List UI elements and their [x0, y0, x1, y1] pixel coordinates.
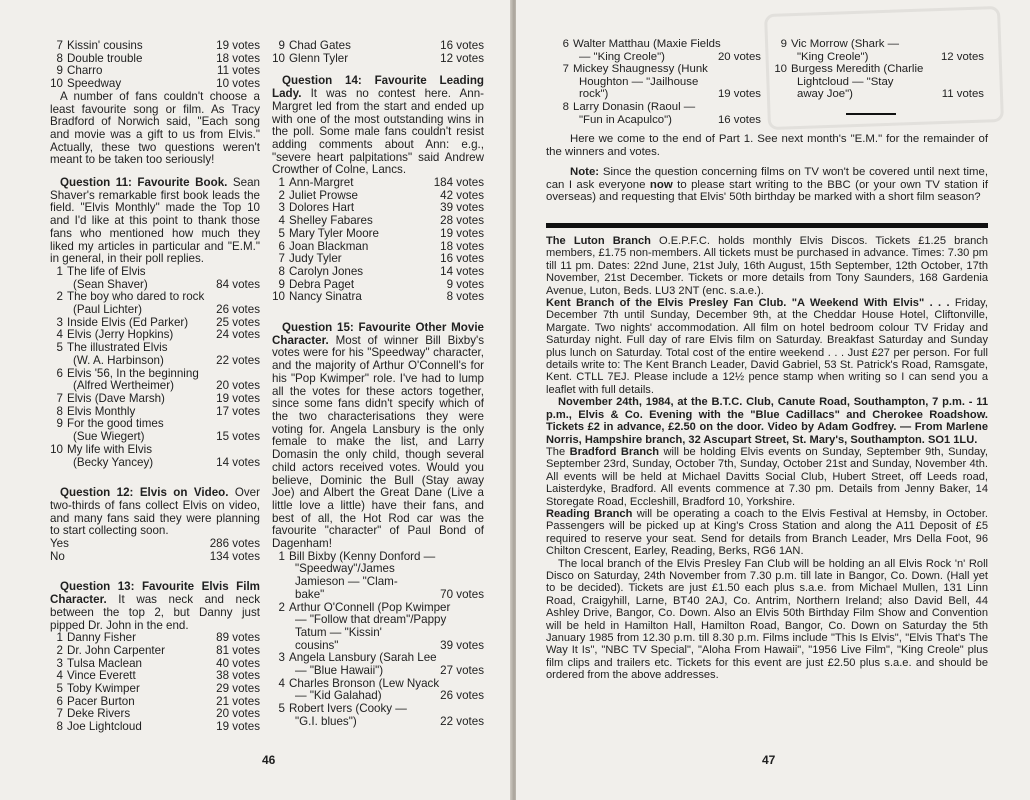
bangor-notice: The local branch of the Elvis Presley Fan Club will be holding an all Elvis Rock 'n' Roll Disco on Saturday, 24th November from 7.30 p.m. till late in Bangor, Co. Down. (Hall yet to be decided). Tickets are just £1.50 each plus s.a.e. from Michael Mullen, 131 Linn Road, Craigyhill, Larne, BT40 2AJ, Co. Antrim, Northern Ireland; also David Bell, 44 Ashley Drive, Bangor, Co. Down. Also an Elvis 50th Birthday Film Show and Convention will be held in Hamilton Hall, Hamilton Road, Bangor, Co. Down on Saturday the 5th January 1985 from 12.30 p.m. till 8.30 p.m. Films include "This Is Elvis", "Elvis That's The Way It Is", "NBC TV Special", "Aloha From Hawaii", "1956 Live Film", "King Creole" plus film clips and trailers etc. Tickets for this event are just £2.50 plus s.a.e. and should be ordered from the above addresses. [546, 557, 988, 682]
list-item: 10 Speedway 10 votes [50, 77, 260, 91]
list-item-sub: (Alfred Wertheimer) 20 votes [73, 379, 260, 393]
list-item: 6 Elvis '56, In the beginning [56, 366, 199, 380]
page-number: 47 [762, 753, 776, 767]
list-item-sub: (Becky Yancey) 14 votes [73, 455, 260, 469]
list-item: 10 Nancy Sinatra 8 votes [272, 290, 484, 304]
list-item: 8 Elvis Monthly 17 votes [56, 404, 260, 418]
list-item: 4 Shelley Fabares 28 votes [278, 214, 484, 228]
q10-list [50, 40, 260, 91]
q10-paragraph: A number of fans couldn't choose a least favourite song or film. As Tracy Bradford of Norwich said, "Each song and movie was a gift to us from Elvis." Actually, these two questions weren't meant to be taken too seriously! [50, 89, 260, 167]
list-item-line: — "Kid Galahad) 26 votes [295, 689, 484, 703]
q12-heading: Question 12: Elvis on Video. [60, 486, 229, 500]
list-item: 7 Elvis (Dave Marsh) 19 votes [56, 391, 260, 405]
list-item: 2 Dr. John Carpenter 81 votes [56, 643, 260, 657]
list-item: 5 Robert Ivers (Cooky — [278, 702, 407, 716]
list-item-line: Lightcloud — "Stay [797, 75, 894, 88]
end-rule [846, 113, 896, 115]
list-item: 5 Mary Tyler Moore 19 votes [278, 226, 484, 240]
list-item: 2 The boy who dared to rock [56, 290, 205, 304]
q12-list [50, 538, 260, 563]
list-item-line: "Fun in Acapulco") 16 votes [579, 113, 761, 126]
list-item-sub: (Paul Lichter) 26 votes [73, 303, 260, 317]
luton-notice: The Luton Branch O.E.P.F.C. holds monthly Elvis Discos. Tickets £1.25 branch members, £1.75 non-members. All tickets must be purchased in advance. Times: 7.30 pm till 11 pm. Dates: 22nd June, 21st July, 16th August, 15th September, 12th October, 17th November, 21st December. Tickets or more details from Tony Saunders, 168 Gardenia Avenue, Luton, Beds. LU3 2NT (enc. s.a.e.). [546, 235, 988, 297]
list-item: 9 Vic Morrow (Shark — [780, 38, 900, 50]
q11-list [50, 266, 260, 469]
list-item-line: rock") 19 votes [579, 88, 761, 101]
page-47-top-column-2 [774, 38, 984, 101]
list-item: 8 Carolyn Jones 14 votes [278, 264, 484, 278]
list-item-sub: (Sean Shaver) 84 votes [73, 277, 260, 291]
list-item: 1 Bill Bixby (Kenny Donford — [278, 549, 436, 563]
list-item-line: "G.I. blues") 22 votes [295, 714, 484, 728]
list-item: 1 The life of Elvis [56, 264, 146, 278]
list-item-line: — "Follow that dream"/Pappy [295, 613, 447, 627]
list-item: Yes 286 votes [50, 537, 260, 551]
list-item: 3 Angela Lansbury (Sarah Lee [278, 651, 437, 665]
list-item: 5 Toby Kwimper 29 votes [56, 682, 260, 696]
q15-paragraph: Question 15: Favourite Other Movie Character. Most of winner Bill Bixby's votes were for his "Speedway" character, and the majority of Arthur O'Connell's for his "Pop Kwimper" role. I've had to lump all the votes for these actors together, since some fans didn't specify which of the two characterisations they were voting for. Angela Lansbury is the only female to make the list, and Larry Domasin the only child, though several child actors received votes. Would you believe, Dominic the Bull (Stay away Joe) and Albert the Great Dane (Live a little love a little) have their fans, and best of all, the Hot Rod car was the favourite "character" of Paul Bond of Dagenham! [272, 321, 484, 551]
list-item: 9 Debra Paget 9 votes [278, 277, 484, 291]
list-item: 10 Burgess Meredith (Charlie [774, 63, 924, 76]
q14-paragraph: Question 14: Favourite Leading Lady. It was no contest here. Ann-Margret led from the start and ended up with one of the most outstanding wins in the poll. Some male fans couldn't resist adding comments about Ann: e.g., "severe heart palpitations" said Andrew Crowther of Colne, Lancs. [272, 74, 484, 177]
list-item: 2 Juliet Prowse 42 votes [278, 188, 484, 202]
list-item-line: Jamieson — "Clam- [295, 575, 398, 589]
southampton-notice: November 24th, 1984, at the B.T.C. Club, Canute Road, Southampton, 7 p.m. - 11 p.m., Elvis & Co. Evening with the "Blue Cadillacs" and Cherokee Roadshow. Tickets £2 in advance, £2.50 on the door. Video by Adam Godfrey. — From Marlene Norris, Hampshire branch, 32 Ascupart Street, St. Mary's, Southampton. SO1 1LU. [546, 396, 988, 446]
q13-list [50, 632, 260, 734]
q14-list [272, 177, 484, 304]
list-item: 8 Larry Donasin (Raoul — [562, 100, 696, 113]
list-item-line: cousins" 39 votes [295, 638, 484, 652]
list-item-line: Houghton — "Jailhouse [579, 75, 699, 88]
list-item: 7 Mickey Shaugnessy (Hunk [562, 63, 708, 76]
q15-heading: Question 15: Favourite Other Movie Character. [272, 321, 484, 347]
list-item: 10 Glenn Tyler 12 votes [272, 51, 484, 65]
list-item: 9 Charro 11 votes [56, 64, 260, 78]
list-item-line: — "Blue Hawaii") 27 votes [295, 664, 484, 678]
list-item: 3 Inside Elvis (Ed Parker) 25 votes [56, 315, 260, 329]
list-item: 6 Pacer Burton 21 votes [56, 694, 260, 708]
q13-heading: Question 13: Favourite Elvis Film Character. [50, 580, 260, 607]
reading-notice: Reading Branch will be operating a coach to the Elvis Festival at Hemsby, in October. Passengers will be picked up at King's Cross Station and along the A11 Deposit of £5 required to reserve your seat. Send for details from Branch Leader, Mrs Della Foot, 96 Chilton Crescent, Earley, Reading, Berks, RG6 1AN. [546, 507, 988, 558]
page-47 [516, 0, 1030, 800]
list-item-sub: (W. A. Harbinson) 22 votes [73, 353, 260, 367]
list-item: 7 Judy Tyler 16 votes [278, 252, 484, 266]
list-item: 1 Danny Fisher 89 votes [56, 631, 260, 645]
list-item: 10 My life with Elvis [50, 442, 153, 456]
page-47-top-column-1 [556, 38, 761, 126]
list-item: 8 Double trouble 18 votes [56, 51, 260, 65]
list-item: 6 Joan Blackman 18 votes [278, 239, 484, 253]
q15-list [272, 551, 484, 729]
section-divider [546, 223, 988, 228]
page-46 [0, 0, 512, 800]
page-number: 46 [262, 753, 276, 767]
list-item-line: "Speedway"/James [295, 562, 395, 576]
list-item-sub: (Sue Wiegert) 15 votes [73, 430, 260, 444]
q14-heading: Question 14: Favourite Leading Lady. [272, 74, 484, 101]
kent-notice: Kent Branch of the Elvis Presley Fan Club. "A Weekend With Elvis" . . . Friday, December 7th until Sunday, December 9th, at the Cheddar House Hotel, Cliftonville, Margate. Two nights' accommodation. All film on hotel bedroom colour TV Friday and Saturday night. Full day of rare Elvis film on Saturday. Breakfast Saturday and Sunday plus lunch on Saturday. Total cost of the entire weekend . . . Just £27 per person. For full details write to: The Kent Branch Leader, David Gabriel, 53 St. Patrick's Road, Ramsgate, Kent. CTLL 7EJ. Please include a 12½ pence stamp when writing so I can send you a leaflet with full details. [546, 297, 988, 396]
list-item-line: Tatum — "Kissin' [295, 625, 382, 639]
list-item: 2 Arthur O'Connell (Pop Kwimper [278, 600, 451, 614]
bradford-notice: The Bradford Branch will be holding Elvis events on Sunday, September 9th, Sunday, September 23rd, Sunday, October 7th, Sunday, October 21st and Sunday, November 4th. All events will be held at Michael Davitts Social Club, Hubert Street, off Leeds road, Laisterdyke, Bradford. All events commence at 7.30 pm. Details from Jenny Baker, 14 Storegate Road, Eccleshill, Bradford 10, Yorkshire. [546, 445, 988, 508]
q12-paragraph: Question 12: Elvis on Video. Over two-thirds of fans collect Elvis on video, and many fans said they were planning to start collecting soon. [50, 486, 260, 538]
list-item: 4 Vince Everett 38 votes [56, 669, 260, 683]
q11-paragraph: Question 11: Favourite Book. Sean Shaver's remarkable first book leads the field. "Elvis Monthly" made the Top 10 and I'd like at this point to thank those fans who mentioned how much they liked my articles in particular and "E.M." in general, in their poll replies. [50, 176, 260, 266]
list-item: 7 Kissin' cousins 19 votes [56, 39, 260, 52]
list-item: 3 Tulsa Maclean 40 votes [56, 656, 260, 670]
list-item: No 134 votes [50, 549, 260, 563]
q13-paragraph: Question 13: Favourite Elvis Film Character. It was neck and neck between the top 2, but Danny just pipped Dr. John in the end. [50, 580, 260, 632]
list-item-line: "King Creole") 12 votes [797, 50, 984, 63]
list-item: 4 Charles Bronson (Lew Nyack [278, 676, 440, 690]
list-item-line: — "King Creole") 20 votes [579, 50, 761, 63]
note-paragraph: Note: Since the question concerning films on TV won't be covered until next time, can I ask everyone now to please start writing to the BBC (or your own TV station if overseas) and requesting that Elvis' 50th birthday be marked with a short film season? [546, 166, 989, 204]
list-item: 9 Chad Gates 16 votes [278, 39, 484, 52]
q13-list-continued [272, 40, 484, 65]
list-item: 1 Ann-Margret 184 votes [278, 176, 484, 190]
list-item: 8 Joe Lightcloud 19 votes [56, 720, 260, 734]
page-46-column-2 [272, 40, 484, 729]
list-item: 7 Deke Rivers 20 votes [56, 707, 260, 721]
page-47-end-notes [546, 133, 988, 204]
q11-heading: Question 11: Favourite Book. [60, 176, 228, 190]
list-item: 5 The illustrated Elvis [56, 341, 168, 355]
list-item: 4 Elvis (Jerry Hopkins) 24 votes [56, 328, 260, 342]
list-item-line: bake" 70 votes [295, 587, 484, 601]
list-item: 6 Walter Matthau (Maxie Fields [562, 38, 721, 50]
list-item: 3 Dolores Hart 39 votes [278, 201, 484, 215]
page-46-column-1 [50, 40, 260, 734]
list-item-line: away Joe") 11 votes [797, 88, 984, 101]
list-item: 9 For the good times [56, 417, 164, 431]
branch-notices [546, 235, 988, 682]
end-of-part-paragraph: Here we come to the end of Part 1. See next month's "E.M." for the remainder of the winners and votes. [546, 133, 988, 158]
